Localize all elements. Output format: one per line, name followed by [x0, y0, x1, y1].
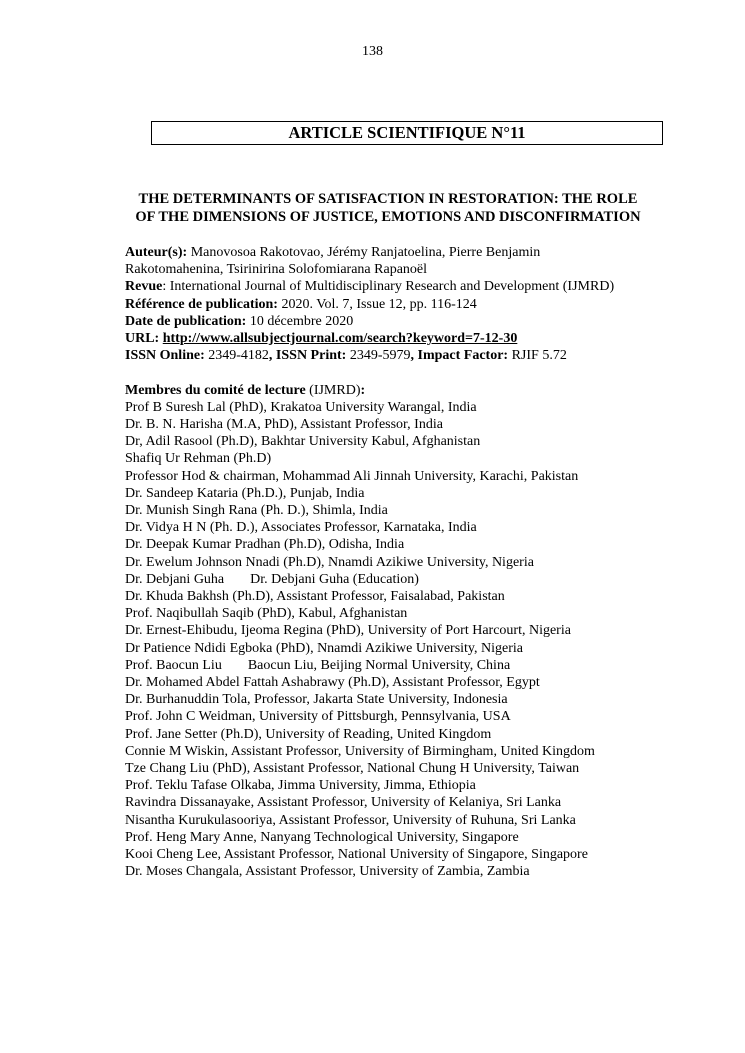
title-line: THE DETERMINANTS OF SATISFACTION IN RESTORATION: THE ROLE — [138, 191, 638, 207]
committee-member: Dr. Moses Changala, Assistant Professor, University of Zambia, Zambia — [125, 864, 530, 880]
committee-member: Prof. Naqibullah Saqib (PhD), Kabul, Afghanistan — [125, 606, 408, 622]
committee-member-baocun — [125, 657, 725, 674]
committee-member-debjani — [125, 571, 725, 588]
issn-line — [125, 347, 725, 364]
member-detail: Dr. Debjani Guha (Education) — [250, 571, 419, 587]
committee-member: Dr. Burhanuddin Tola, Professor, Jakarta State University, Indonesia — [125, 692, 508, 708]
committee-member: Dr. Vidya H N (Ph. D.), Associates Professor, Karnataka, India — [125, 520, 477, 536]
committee-member: Dr. B. N. Harisha (M.A, PhD), Assistant Professor, India — [125, 417, 443, 433]
committee-member: Dr. Deepak Kumar Pradhan (Ph.D), Odisha, India — [125, 537, 405, 553]
authors-line — [125, 244, 725, 261]
committee-member: Prof. Teklu Tafase Olkaba, Jimma University, Jimma, Ethiopia — [125, 778, 476, 794]
date-value: 10 décembre 2020 — [249, 313, 354, 329]
committee-journal: (IJMRD) — [309, 382, 361, 398]
title-line: OF THE DIMENSIONS OF JUSTICE, EMOTIONS AND DISCONFIRMATION — [135, 209, 641, 225]
date-label: Date de publication: — [125, 313, 247, 329]
issn-online-label: ISSN Online: — [125, 348, 205, 364]
url-label: URL: — [125, 331, 160, 347]
date-line — [125, 313, 725, 330]
url-line — [125, 330, 725, 347]
committee-member: Kooi Cheng Lee, Assistant Professor, National University of Singapore, Singapore — [125, 847, 588, 863]
authors-value: Manovosoa Rakotovao, Jérémy Ranjatoelina, Pierre Benjamin — [190, 245, 541, 260]
committee-member: Prof. Jane Setter (Ph.D), University of Reading, United Kingdom — [125, 726, 492, 742]
member-name: Dr. Debjani Guha — [125, 571, 225, 587]
committee-member: Professor Hod & chairman, Mohammad Ali Jinnah University, Karachi, Pakistan — [125, 468, 579, 484]
committee-member: Dr. Mohamed Abdel Fattah Ashabrawy (Ph.D), Assistant Professor, Egypt — [125, 675, 540, 691]
committee-label: Membres du comité de lecture — [125, 382, 306, 398]
committee-member: Dr. Sandeep Kataria (Ph.D.), Punjab, India — [125, 485, 365, 501]
committee-member: Ravindra Dissanayake, Assistant Professor, University of Kelaniya, Sri Lanka — [125, 795, 562, 811]
committee-member: Prof. John C Weidman, University of Pittsburgh, Pennsylvania, USA — [125, 709, 511, 725]
reference-line — [125, 296, 725, 313]
committee-member: Connie M Wiskin, Assistant Professor, University of Birmingham, United Kingdom — [125, 743, 595, 759]
committee-member: Dr. Ewelum Johnson Nnadi (Ph.D), Nnamdi Azikiwe University, Nigeria — [125, 554, 534, 570]
authors-label: Auteur(s): — [125, 245, 188, 260]
authors-line-2: Rakotomahenina, Tsirinirina Solofomiarana Rapanoël — [125, 262, 428, 278]
reference-label: Référence de publication: — [125, 296, 278, 312]
article-heading: ARTICLE SCIENTIFIQUE N°11 — [151, 121, 663, 145]
impact-factor-value: RJIF 5.72 — [511, 348, 567, 364]
impact-factor-label: , Impact Factor: — [410, 348, 509, 364]
article-title — [118, 190, 658, 226]
revue-value: : International Journal of Multidisciplinary Research and Development (IJMRD) — [162, 279, 615, 295]
committee-member: Shafiq Ur Rehman (Ph.D) — [125, 451, 272, 467]
journal-url-link[interactable]: http://www.allsubjectjournal.com/search?keyword=7-12-30 — [162, 331, 518, 347]
committee-member: Dr. Khuda Bakhsh (Ph.D), Assistant Professor, Faisalabad, Pakistan — [125, 589, 505, 605]
committee-member: Prof B Suresh Lal (PhD), Krakatoa University Warangal, India — [125, 399, 477, 415]
committee-member: Dr. Ernest-Ehibudu, Ijeoma Regina (PhD), University of Port Harcourt, Nigeria — [125, 623, 571, 639]
article-details — [125, 244, 725, 881]
reference-value: 2020. Vol. 7, Issue 12, pp. 116-124 — [281, 296, 477, 312]
committee-member: Dr. Munish Singh Rana (Ph. D.), Shimla, India — [125, 503, 388, 519]
committee-heading — [125, 382, 725, 399]
issn-print-value: 2349-5979 — [349, 348, 411, 364]
committee-member: Nisantha Kurukulasooriya, Assistant Professor, University of Ruhuna, Sri Lanka — [125, 812, 576, 828]
page-number: 138 — [362, 44, 383, 59]
revue-label: Revue — [125, 279, 163, 295]
committee-member: Dr, Adil Rasool (Ph.D), Bakhtar University Kabul, Afghanistan — [125, 434, 481, 450]
committee-member: Tze Chang Liu (PhD), Assistant Professor, National Chung H University, Taiwan — [125, 761, 580, 777]
revue-line — [125, 278, 725, 295]
issn-print-label: , ISSN Print: — [268, 348, 347, 364]
member-detail: Baocun Liu, Beijing Normal University, China — [247, 657, 511, 673]
committee-colon: : — [360, 382, 366, 398]
committee-member: Dr Patience Ndidi Egboka (PhD), Nnamdi Azikiwe University, Nigeria — [125, 640, 524, 656]
member-name: Prof. Baocun Liu — [125, 657, 222, 673]
committee-member: Prof. Heng Mary Anne, Nanyang Technological University, Singapore — [125, 829, 519, 845]
issn-online-value: 2349-4182 — [208, 348, 269, 364]
spacer — [125, 364, 725, 381]
